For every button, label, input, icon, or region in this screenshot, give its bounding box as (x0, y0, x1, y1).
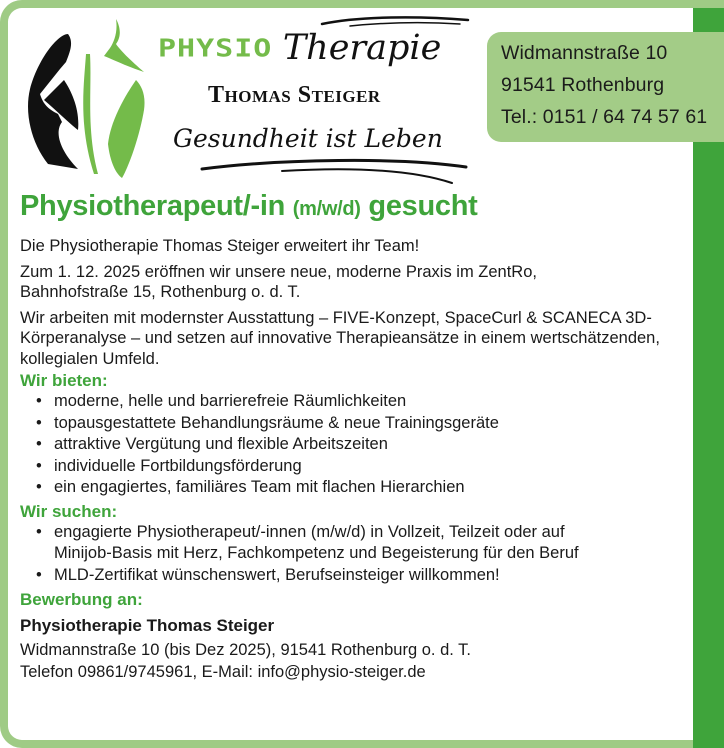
application-name: Physiotherapie Thomas Steiger (20, 616, 275, 635)
seek-list (20, 522, 680, 587)
address-street: Widmannstraße 10 (501, 42, 668, 64)
intro-paragraph: Zum 1. 12. 2025 eröffnen wir unsere neue, moderne Praxis im ZentRo, Bahnhofstraße 15, Rothenburg o. d. T. (20, 262, 537, 301)
ad-body (20, 236, 680, 683)
offer-item: • moderne, helle und barrierefreie Räumlichkeiten (34, 391, 680, 413)
seek-heading: Wir suchen: (20, 501, 118, 521)
application-contact[interactable]: Telefon 09861/9745961, E-Mail: info@physio-steiger.de (20, 663, 426, 681)
brand-wordmark (158, 28, 441, 68)
job-headline (20, 190, 478, 223)
slogan-underline-icon (200, 155, 470, 195)
logo-figure-icon (18, 14, 158, 180)
offer-item: • topausgestattete Behandlungsräume & neue Trainingsgeräte (34, 413, 680, 435)
intro-paragraph: Die Physiotherapie Thomas Steiger erweitert ihr Team! (20, 237, 420, 255)
seek-item: • engagierte Physiotherapeut/-innen (m/w/d) in Vollzeit, Teilzeit oder auf Minijob-Basis mit Herz, Fachkompetenz und Begeisterung für den Beruf (34, 522, 594, 565)
offer-item: • individuelle Fortbildungsförderung (34, 456, 680, 478)
brand-physio: PHYSIO (158, 33, 273, 63)
owner-name: Thomas Steiger (208, 82, 381, 108)
offer-heading: Wir bieten: (20, 371, 108, 390)
headline-gender: (m/w/d) (292, 198, 361, 220)
seek-item: • MLD-Zertifikat wünschenswert, Berufseinsteiger willkommen! (34, 565, 680, 587)
offer-item: • ein engagiertes, familiäres Team mit flachen Hierarchien (34, 477, 680, 499)
offer-list (20, 391, 680, 499)
application-address: Widmannstraße 10 (bis Dez 2025), 91541 Rothenburg o. d. T. (20, 641, 471, 659)
application-heading: Bewerbung an: (20, 590, 143, 609)
address-phone: Tel.: 0151 / 64 74 57 61 (501, 106, 708, 128)
intro-paragraph: Wir arbeiten mit modernster Ausstattung – FIVE-Konzept, SpaceCurl & SCANECA 3D-Körperanalyse – und setzen auf innovative Therapieansätze in einem wertschätzenden, kollegialen Umfeld. (20, 308, 660, 368)
brand-therapie: Therapie (282, 28, 442, 68)
offer-item: • attraktive Vergütung und flexible Arbeitszeiten (34, 434, 680, 456)
headline-suffix: gesucht (368, 190, 478, 222)
headline-main: Physiotherapeut/-in (20, 190, 285, 222)
address-city: 91541 Rothenburg (501, 74, 665, 96)
brand-swoosh-icon (320, 14, 470, 30)
address-box (487, 32, 724, 142)
slogan: Gesundheit ist Leben (173, 124, 443, 153)
